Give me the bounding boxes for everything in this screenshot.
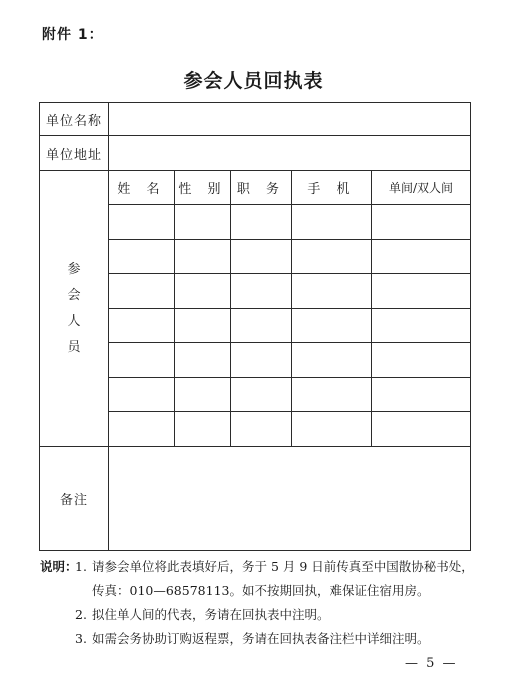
note-text: 传真：010—68578113。如不按期回执，难保证住宿用房。 bbox=[92, 583, 430, 598]
attendee-gender-cell[interactable] bbox=[175, 412, 231, 447]
unit-address-field[interactable] bbox=[109, 136, 471, 171]
note-line bbox=[40, 627, 480, 651]
note-text: 请参会单位将此表填好后，务于 5 月 9 日前传真至中国散协秘书处， bbox=[92, 559, 474, 574]
unit-address-label: 单位地址 bbox=[40, 136, 109, 171]
attendee-gender-cell[interactable] bbox=[175, 309, 231, 343]
attendees-label bbox=[40, 171, 109, 447]
note-number: 3. bbox=[75, 631, 87, 646]
receipt-form-table bbox=[39, 102, 471, 551]
notes-lead: 说明： bbox=[40, 559, 78, 574]
attendee-name-cell[interactable] bbox=[109, 274, 175, 309]
attendee-mobile-cell[interactable] bbox=[292, 274, 372, 309]
attendee-name-cell[interactable] bbox=[109, 205, 175, 240]
attendee-mobile-cell[interactable] bbox=[292, 240, 372, 274]
attendee-gender-cell[interactable] bbox=[175, 378, 231, 412]
column-header-room-type: 单间/双人间 bbox=[372, 171, 471, 205]
attendee-position-cell[interactable] bbox=[231, 343, 292, 378]
attendee-position-cell[interactable] bbox=[231, 309, 292, 343]
attendee-position-cell[interactable] bbox=[231, 240, 292, 274]
attendee-gender-cell[interactable] bbox=[175, 240, 231, 274]
attendee-name-cell[interactable] bbox=[109, 378, 175, 412]
note-text: 拟住单人间的代表，务请在回执表中注明。 bbox=[92, 607, 330, 622]
attendee-room-cell[interactable] bbox=[372, 205, 471, 240]
attendee-gender-cell[interactable] bbox=[175, 343, 231, 378]
column-header-name: 姓 名 bbox=[109, 171, 175, 205]
attendee-position-cell[interactable] bbox=[231, 205, 292, 240]
attendee-header-row bbox=[40, 171, 471, 205]
attendee-room-cell[interactable] bbox=[372, 274, 471, 309]
attendee-mobile-cell[interactable] bbox=[292, 378, 372, 412]
attendee-room-cell[interactable] bbox=[372, 412, 471, 447]
form-title: 参会人员回执表 bbox=[183, 70, 324, 92]
unit-name-row bbox=[40, 103, 471, 136]
attendees-label-char: 员 bbox=[67, 339, 81, 355]
unit-name-label: 单位名称 bbox=[40, 103, 109, 136]
attendee-room-cell[interactable] bbox=[372, 343, 471, 378]
note-text: 如需会务协助订购返程票，务请在回执表备注栏中详细注明。 bbox=[92, 631, 430, 646]
attendee-name-cell[interactable] bbox=[109, 412, 175, 447]
remarks-row bbox=[40, 447, 471, 551]
attendee-room-cell[interactable] bbox=[372, 240, 471, 274]
attachment-label: 附件 1： bbox=[42, 27, 104, 43]
attendee-gender-cell[interactable] bbox=[175, 274, 231, 309]
attendee-name-cell[interactable] bbox=[109, 309, 175, 343]
attendee-name-cell[interactable] bbox=[109, 240, 175, 274]
attendee-room-cell[interactable] bbox=[372, 378, 471, 412]
unit-name-field[interactable] bbox=[109, 103, 471, 136]
attendee-name-cell[interactable] bbox=[109, 343, 175, 378]
note-number: 2. bbox=[75, 607, 87, 622]
note-line bbox=[40, 579, 480, 603]
note-line bbox=[40, 603, 480, 627]
column-header-position: 职 务 bbox=[231, 171, 292, 205]
attendees-label-char: 人 bbox=[67, 313, 81, 329]
attendee-room-cell[interactable] bbox=[372, 309, 471, 343]
column-header-mobile: 手 机 bbox=[292, 171, 372, 205]
attendee-position-cell[interactable] bbox=[231, 412, 292, 447]
attendee-mobile-cell[interactable] bbox=[292, 343, 372, 378]
attendee-mobile-cell[interactable] bbox=[292, 205, 372, 240]
attendee-mobile-cell[interactable] bbox=[292, 412, 372, 447]
unit-address-row bbox=[40, 136, 471, 171]
attendee-position-cell[interactable] bbox=[231, 378, 292, 412]
attendee-position-cell[interactable] bbox=[231, 274, 292, 309]
note-number: 1. bbox=[75, 559, 87, 574]
remarks-field[interactable] bbox=[109, 447, 471, 551]
attendees-label-char: 参 bbox=[67, 261, 81, 277]
attendees-label-char: 会 bbox=[67, 287, 81, 303]
attendee-mobile-cell[interactable] bbox=[292, 309, 372, 343]
notes-section bbox=[40, 555, 480, 651]
attendee-gender-cell[interactable] bbox=[175, 205, 231, 240]
note-line bbox=[40, 555, 480, 579]
page-number: — 5 — bbox=[405, 656, 458, 671]
remarks-label: 备注 bbox=[40, 447, 109, 551]
column-header-gender: 性 别 bbox=[175, 171, 231, 205]
